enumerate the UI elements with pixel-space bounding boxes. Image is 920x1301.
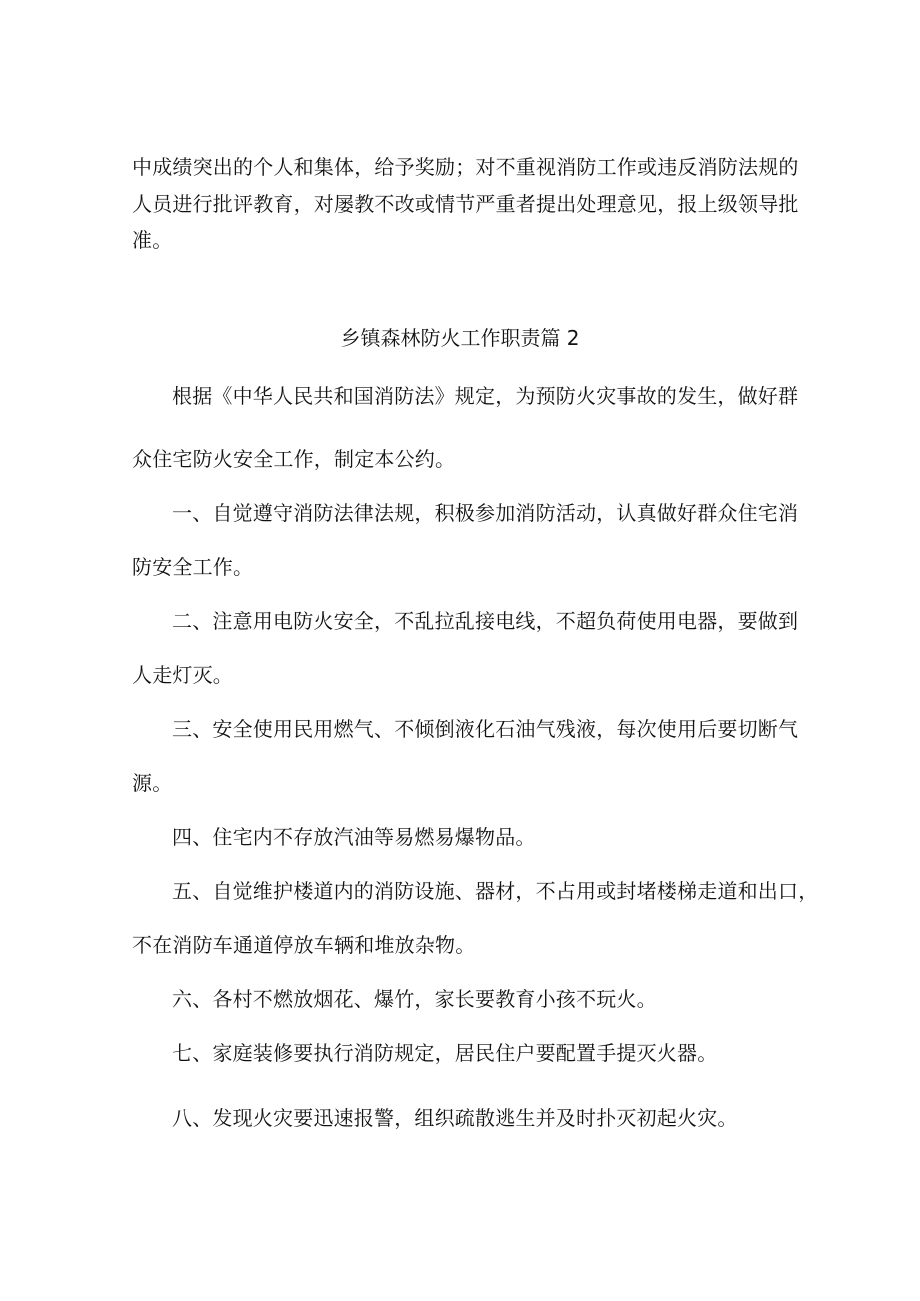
item-7-line-1: 七、家庭装修要执行消防规定，居民住户要配置手提灭火器。	[172, 1041, 718, 1065]
intro-line-1: 中成绩突出的个人和集体，给予奖励；对不重视消防工作或违反消防法规的	[132, 155, 799, 179]
item-8-line-1: 八、发现火灾要迅速报警，组织疏散逃生并及时扑灭初起火灾。	[172, 1106, 738, 1130]
item-1-line-1: 一、自觉遵守消防法律法规，积极参加消防活动，认真做好群众住宅消	[172, 501, 799, 525]
preamble-line-1: 根据《中华人民共和国消防法》规定，为预防火灾事故的发生，做好群	[172, 384, 799, 408]
intro-line-2: 人员进行批评教育，对屡教不改或情节严重者提出处理意见，报上级领导批	[132, 192, 799, 216]
item-3-line-2: 源。	[132, 771, 173, 795]
item-3-line-1: 三、安全使用民用燃气、不倾倒液化石油气残液，每次使用后要切断气	[172, 717, 799, 741]
section-title: 乡镇森林防火工作职责篇 2	[340, 326, 580, 350]
item-5-line-1: 五、自觉维护楼道内的消防设施、器材，不占用或封堵楼梯走道和出口，	[172, 879, 819, 903]
item-1-line-2: 防安全工作。	[132, 555, 254, 579]
item-2-line-2: 人走灯灭。	[132, 663, 233, 687]
item-4-line-1: 四、住宅内不存放汽油等易燃易爆物品。	[172, 825, 536, 849]
item-5-line-2: 不在消防车通道停放车辆和堆放杂物。	[132, 933, 476, 957]
preamble-line-2: 众住宅防火安全工作，制定本公约。	[132, 447, 456, 471]
item-6-line-1: 六、各村不燃放烟花、爆竹，家长要教育小孩不玩火。	[172, 987, 657, 1011]
item-2-line-1: 二、注意用电防火安全，不乱拉乱接电线，不超负荷使用电器，要做到	[172, 609, 799, 633]
intro-line-3: 准。	[132, 228, 173, 252]
